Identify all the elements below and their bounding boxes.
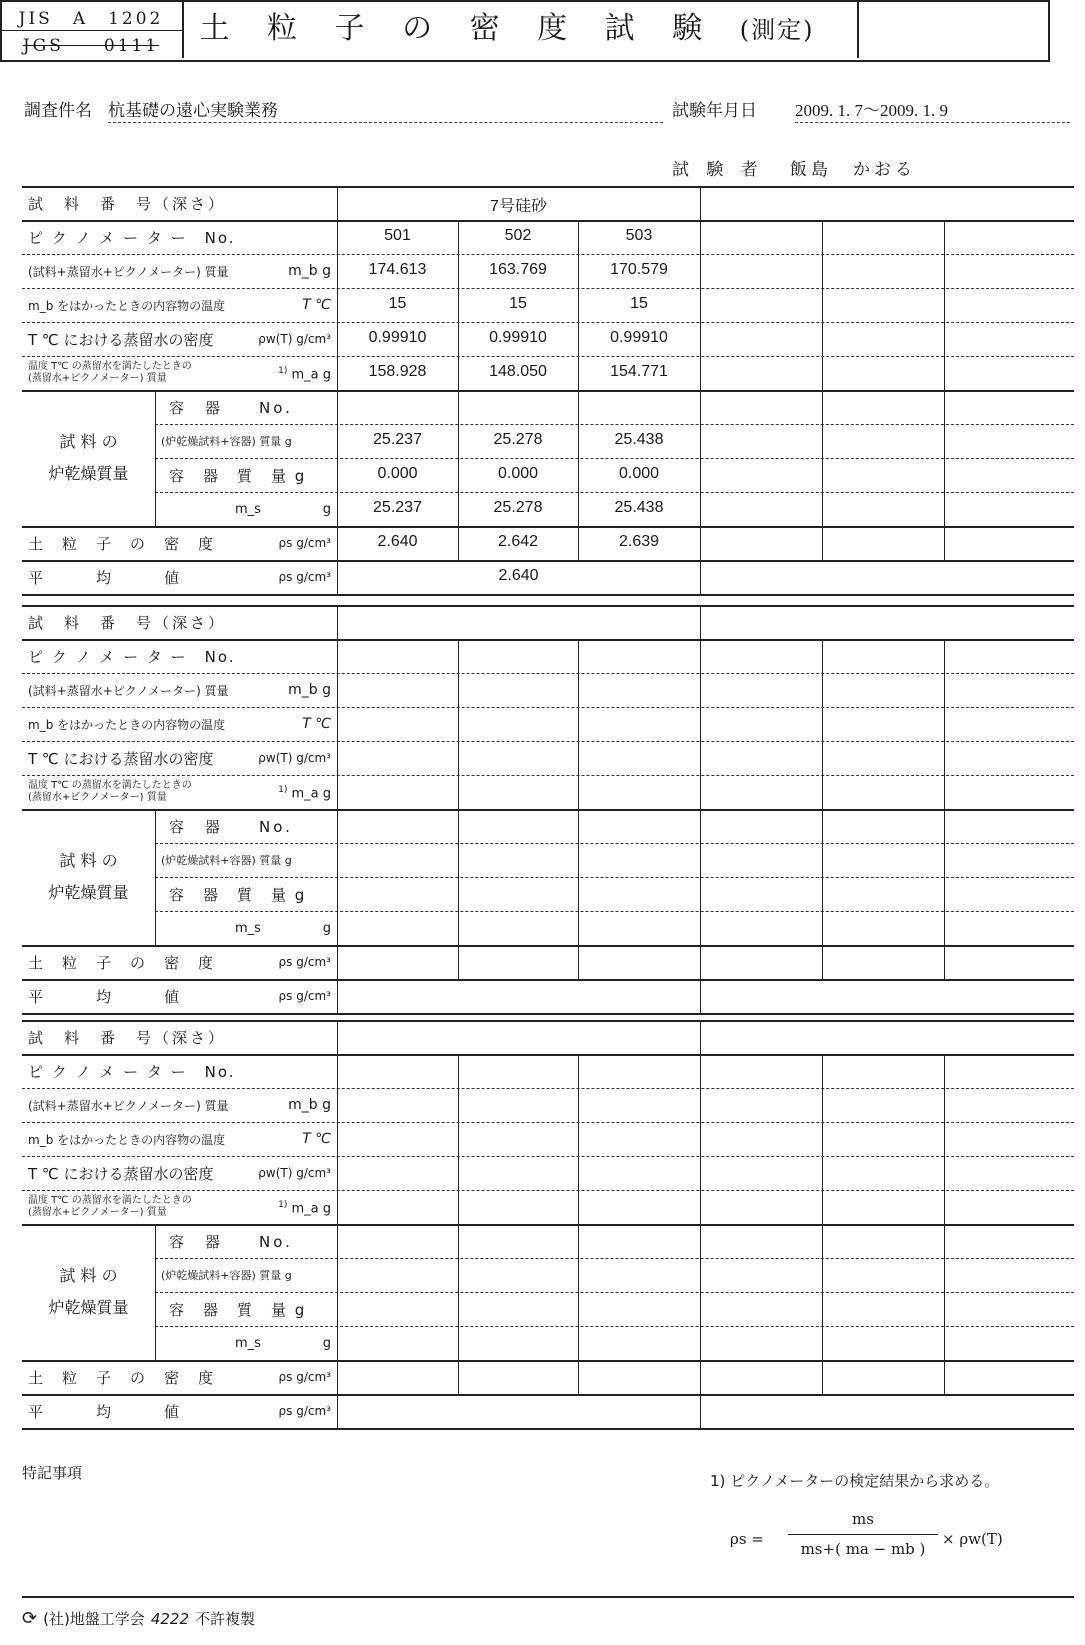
sample-column-divider <box>822 639 823 979</box>
row-label-sample_no: 試 料 番 号（深さ） <box>28 194 227 213</box>
row-label-particle_density: 土 粒 子 の 密 度 ρs g/cm³ <box>28 534 331 553</box>
cell-mass_a: 148.050 <box>489 363 547 380</box>
row-label-water_density: T ℃ における蒸留水の密度 ρw(T) g/cm³ <box>28 330 331 349</box>
form-header <box>0 0 1050 62</box>
block-bottom-rule <box>22 594 1074 596</box>
row-label-container_mass: 容 器 質 量 g <box>169 885 307 904</box>
row-label-water_density: T ℃ における蒸留水の密度 ρw(T) g/cm³ <box>28 1164 331 1183</box>
row-label-mass_a: 温度 T℃ の蒸留水を満たしたときの (蒸留水+ピクノメーター) 質量 $^{1)}$ m_a g <box>28 1195 331 1218</box>
row-label-temp: m_b をはかったときの内容物の温度 T ℃ <box>28 716 331 732</box>
date-label: 試験年月日 <box>672 101 757 121</box>
sample-column-divider <box>578 639 579 979</box>
cell-dry_plus_container: 25.438 <box>614 431 664 448</box>
header-divider <box>857 0 859 58</box>
block-bottom-rule <box>22 1428 1074 1430</box>
row-label-dry_plus_container: (炉乾燥試料+容器) 質量 g <box>161 435 292 448</box>
cell-temp: 15 <box>388 295 407 312</box>
cell-particle_density: 2.639 <box>618 533 660 550</box>
row-label-pycnometer_no: ピ ク ノ メ ー タ ー No. <box>28 647 236 666</box>
publisher-name: (社)地盤工学会 <box>43 1610 145 1628</box>
row-label-pycnometer_no: ピ ク ノ メ ー タ ー No. <box>28 228 236 247</box>
formula-denominator: ms+( ma − mb ) <box>800 1540 926 1558</box>
group-divider <box>700 1020 701 1428</box>
cell-mass_b: 170.579 <box>610 261 668 278</box>
cell-particle_density: 2.640 <box>377 533 418 550</box>
jgs-logo-icon: ⟳ <box>22 1608 38 1629</box>
row-label-sample_no: 試 料 番 号（深さ） <box>28 613 227 632</box>
row-label-mass_b: (試料+蒸留水+ピクノメーター) 質量 m_b g <box>28 1097 331 1113</box>
cell-mass_b: 163.769 <box>489 261 547 278</box>
row-label-temp: m_b をはかったときの内容物の温度 T ℃ <box>28 297 331 313</box>
test-date-field[interactable]: 2009. 1. 7～2009. 1. 9 <box>795 96 1070 123</box>
formula-rhs: × ρw(T) <box>942 1530 1003 1548</box>
row-label-water_density: T ℃ における蒸留水の密度 ρw(T) g/cm³ <box>28 749 331 768</box>
standard-jis: JIS A 1202 <box>18 9 164 29</box>
project-name-field[interactable]: 杭基礎の遠心実験業務 <box>108 96 663 123</box>
cell-water_density: 0.99910 <box>368 329 427 346</box>
remarks-label: 特記事項 <box>22 1464 83 1482</box>
cell-ms: 25.278 <box>493 499 543 516</box>
cell-container_mass: 0.000 <box>618 465 660 482</box>
cell-particle_density: 2.642 <box>497 533 539 550</box>
sample-column-divider <box>458 639 459 979</box>
form-number: 4222 <box>150 1609 189 1628</box>
cell-dry_plus_container: 25.278 <box>493 431 543 448</box>
label-column-divider <box>337 1020 338 1428</box>
block-bottom-rule <box>22 1013 1074 1015</box>
cell-temp: 15 <box>630 295 648 312</box>
average-value: 2.640 <box>498 567 539 584</box>
cell-container_mass: 0.000 <box>377 465 418 482</box>
dry-mass-group-label: 試 料 の 炉乾燥質量 <box>48 851 129 902</box>
row-label-dry_plus_container: (炉乾燥試料+容器) 質量 g <box>161 1269 292 1282</box>
tester-label: 試 験 者 <box>672 160 764 180</box>
copyright-notice: 不許複製 <box>195 1610 256 1628</box>
label-column-divider <box>337 605 338 1013</box>
cell-pycnometer: 501 <box>384 227 411 244</box>
cell-pycnometer: 502 <box>504 227 532 244</box>
cell-dry_plus_container: 25.237 <box>373 431 422 448</box>
footer-rule <box>22 1596 1074 1598</box>
row-label-mass_b: (試料+蒸留水+ピクノメーター) 質量 m_b g <box>28 682 331 698</box>
cell-mass_a: 158.928 <box>368 363 427 380</box>
row-label-container_no: 容 器 No. <box>169 817 293 836</box>
density-formula <box>730 1508 1030 1568</box>
sample-column-divider <box>944 220 945 560</box>
row-label-container_no: 容 器 No. <box>169 1232 293 1251</box>
row-label-average: 平 均 値 ρs g/cm³ <box>28 1402 331 1421</box>
row-label-container_mass: 容 器 質 量 g <box>169 466 307 485</box>
row-label-particle_density: 土 粒 子 の 密 度 ρs g/cm³ <box>28 953 331 972</box>
cell-mass_a: 154.771 <box>610 363 668 380</box>
row-label-ms: m_s g <box>235 501 331 517</box>
sample-column-divider <box>944 639 945 979</box>
cell-pycnometer: 503 <box>625 227 653 244</box>
project-label: 調査件名 <box>24 101 92 121</box>
formula-numerator: ms <box>852 1510 874 1528</box>
row-label-dry_plus_container: (炉乾燥試料+容器) 質量 g <box>161 854 292 867</box>
sample-name: 7号硅砂 <box>490 198 547 215</box>
dry-mass-group-label: 試 料 の 炉乾燥質量 <box>48 1266 129 1317</box>
row-label-average: 平 均 値 ρs g/cm³ <box>28 987 331 1006</box>
cell-ms: 25.438 <box>614 499 664 516</box>
row-label-pycnometer_no: ピ ク ノ メ ー タ ー No. <box>28 1062 236 1081</box>
cell-mass_b: 174.613 <box>368 261 427 278</box>
group-divider <box>700 186 701 594</box>
row-label-mass_a: 温度 T℃ の蒸留水を満たしたときの (蒸留水+ピクノメーター) 質量 $^{1)}$ m_a g <box>28 780 331 803</box>
sample-column-divider <box>822 220 823 560</box>
row-label-average: 平 均 値 ρs g/cm³ <box>28 568 331 587</box>
sample-column-divider <box>458 1054 459 1394</box>
row-label-mass_a: 温度 T℃ の蒸留水を満たしたときの (蒸留水+ピクノメーター) 質量 $^{1)}$ m_a g <box>28 361 331 384</box>
dry-mass-group-label: 試 料 の 炉乾燥質量 <box>48 432 129 483</box>
row-label-temp: m_b をはかったときの内容物の温度 T ℃ <box>28 1131 331 1147</box>
cell-container_mass: 0.000 <box>497 465 539 482</box>
row-label-container_no: 容 器 No. <box>169 398 293 417</box>
row-label-container_mass: 容 器 質 量 g <box>169 1300 307 1319</box>
group-divider <box>700 605 701 1013</box>
row-label-mass_b: (試料+蒸留水+ピクノメーター) 質量 m_b g <box>28 263 331 279</box>
cell-water_density: 0.99910 <box>489 329 547 346</box>
row-label-ms: m_s g <box>235 1335 331 1351</box>
cell-ms: 25.237 <box>373 499 422 516</box>
form-title: 土 粒 子 の 密 度 試 験 (測定) <box>199 11 815 46</box>
formula-lhs: ρs = <box>730 1530 764 1548</box>
cell-temp: 15 <box>509 295 527 312</box>
sample-column-divider <box>578 1054 579 1394</box>
cell-water_density: 0.99910 <box>610 329 668 346</box>
sample-column-divider <box>944 1054 945 1394</box>
sample-column-divider <box>822 1054 823 1394</box>
row-label-ms: m_s g <box>235 920 331 936</box>
standard-code-box <box>0 0 184 58</box>
row-label-particle_density: 土 粒 子 の 密 度 ρs g/cm³ <box>28 1368 331 1387</box>
standard-jgs: JGS 0111 <box>0 30 182 56</box>
publisher-line <box>22 1608 255 1629</box>
row-label-sample_no: 試 料 番 号（深さ） <box>28 1028 227 1047</box>
tester-name: 飯島 かおる <box>790 160 916 180</box>
pycnometer-note: 1) ピクノメーターの検定結果から求める。 <box>710 1472 1000 1490</box>
